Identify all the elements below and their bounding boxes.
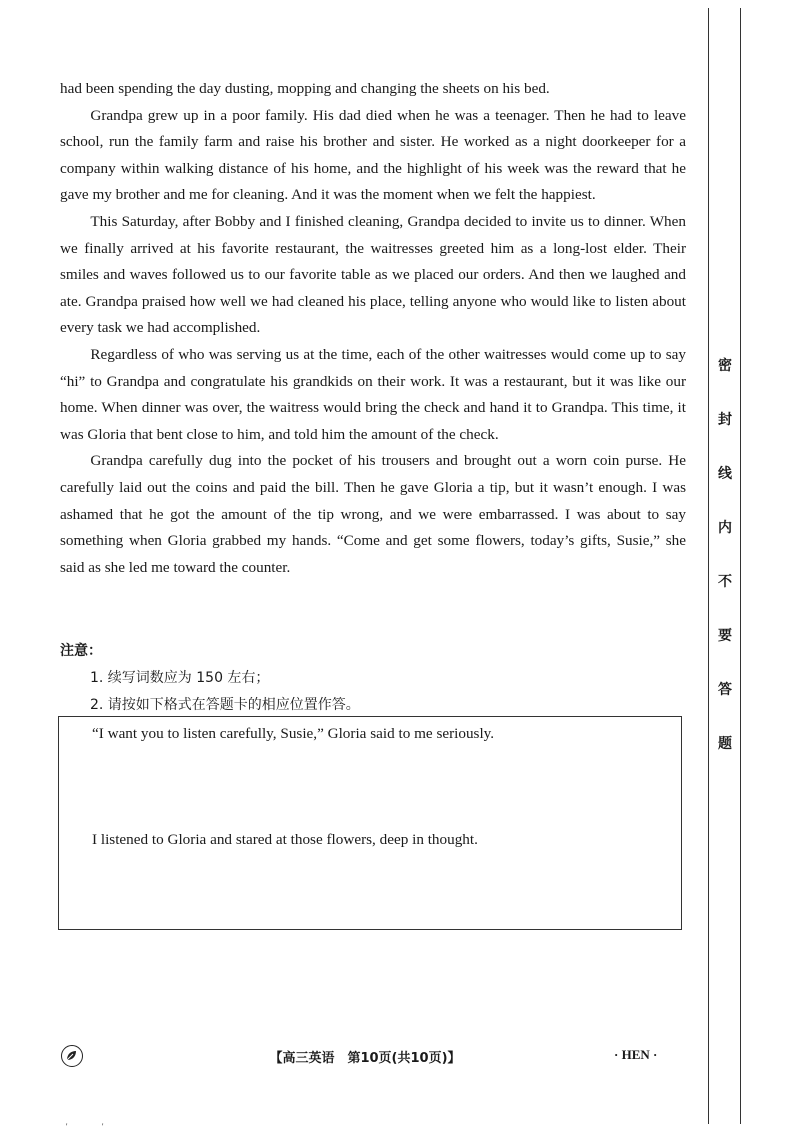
seal-char: 不	[718, 574, 732, 590]
binding-line-right	[740, 8, 741, 1124]
paragraph-1: had been spending the day dusting, mopping and changing the sheets on his bed.	[60, 80, 550, 97]
paragraph-3: This Saturday, after Bobby and I finished cleaning, Grandpa decided to invite us to dinner. When we finally arrived at his favorite restaurant, the waitresses greeted him as a long-lost elder. Their smiles and waves followed us to our favorite table as we placed our orders. And then we laughed and ate. Grandpa praised how well we had cleaned his place, telling anyone who would like to listen about every task we had accomplished.	[60, 212, 686, 337]
paper-code: · HEN ·	[614, 1047, 658, 1062]
scan-mark: '	[66, 1122, 68, 1131]
instruction-item-2: 2. 请按如下格式在答题卡的相应位置作答。	[90, 697, 360, 713]
passage-text	[60, 76, 686, 581]
instructions-title: 注意：	[60, 643, 102, 659]
scan-mark: '	[102, 1122, 104, 1131]
seal-char: 答	[718, 682, 732, 698]
paragraph-2: Grandpa grew up in a poor family. His dad died when he was a teenager. Then he had to leave school, run the family farm and raise his brother and sister. He worked as a night doorkeeper for a company within walking distance of his home, and the highlight of his week was the reward that he gave my brother and me for cleaning. And it was the moment when we felt the happiest.	[60, 106, 686, 204]
seal-char: 封	[718, 412, 732, 428]
seal-char: 题	[718, 736, 732, 752]
seal-char: 内	[718, 520, 732, 536]
instructions	[60, 638, 686, 719]
answer-box-opening-line: “I want you to listen carefully, Susie,” Gloria said to me seriously.	[92, 725, 495, 742]
answer-box	[58, 716, 682, 930]
binding-line-left	[708, 8, 709, 1124]
paragraph-5: Grandpa carefully dug into the pocket of his trousers and brought out a worn coin purse. He carefully laid out the coins and paid the bill. Then he gave Gloria a tip, but it wasn’t enough. I was ashamed that he got the amount of the tip wrong, and we were embarrassed. I was about to say something when Gloria grabbed my hands. “Come and get some flowers, today’s gifts, Susie,” she said as she led me toward the counter.	[60, 452, 686, 576]
seal-char: 密	[718, 358, 732, 374]
answer-box-second-line: I listened to Gloria and stared at those flowers, deep in thought.	[92, 831, 478, 848]
instruction-item-1: 1. 续写词数应为 150 左右；	[90, 670, 270, 686]
seal-line-notice	[712, 355, 738, 787]
seal-char: 线	[718, 466, 732, 482]
page-footer: 【高三英语 第10页(共10页)】	[269, 1051, 461, 1066]
seal-char: 要	[718, 628, 732, 644]
leaf-icon	[61, 1045, 83, 1067]
paragraph-4: Regardless of who was serving us at the time, each of the other waitresses would come up to say “hi” to Grandpa and congratulate his grandkids on their work. It was a restaurant, but it was like our home. When dinner was over, the waitress would bring the check and hand it to Grandpa. This time, it was Gloria that bent close to him, and told him the amount of the check.	[60, 345, 686, 443]
